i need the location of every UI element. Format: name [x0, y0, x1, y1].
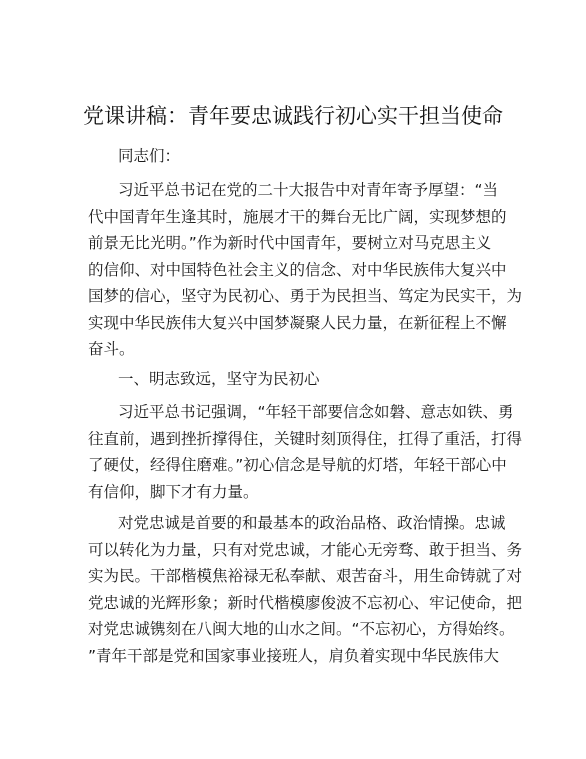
paragraph-2 — [88, 399, 523, 505]
document-title: 党课讲稿：青年要忠诚践行初心实干担当使命 — [83, 104, 503, 128]
paragraph-line: 可以转化为力量，只有对党忠诚，才能心无旁骛、敢于担当、务 — [88, 540, 523, 559]
paragraph-line: 代中国青年生逢其时，施展才干的舞台无比广阔，实现梦想的 — [88, 207, 507, 226]
paragraph-line: 前景无比光明。”作为新时代中国青年，要树立对马克思主义 — [88, 234, 492, 252]
paragraph-1 — [88, 177, 523, 363]
paragraph-line: 往直前，遇到挫折撑得住，关键时刻顶得住，扛得了重活，打得 — [88, 429, 523, 448]
section-heading: 一、明志致远，坚守为民初心 — [118, 370, 320, 388]
paragraph-line: 党忠诚的光辉形象；新时代楷模廖俊波不忘初心、牢记使命，把 — [88, 593, 523, 612]
paragraph-line: 的信仰、对中国特色社会主义的信念、对中华民族伟大复兴中 — [88, 260, 507, 279]
paragraph-line: 习近平总书记强调，“年轻干部要信念如磐、意志如铁、勇 — [118, 403, 514, 421]
paragraph-line: 实现中华民族伟大复兴中国梦凝聚人民力量，在新征程上不懈 — [88, 313, 507, 332]
paragraph-3 — [88, 510, 523, 669]
paragraph-line: ”青年干部是党和国家事业接班人，肩负着实现中华民族伟大 — [88, 646, 500, 665]
paragraph-line: 有信仰，脚下才有力量。 — [88, 482, 259, 501]
salutation: 同志们： — [118, 147, 181, 165]
paragraph-line: 习近平总书记在党的二十大报告中对青年寄予厚望：“当 — [118, 181, 499, 199]
paragraph-line: 实为民。干部楷模焦裕禄无私奉献、艰苦奋斗，用生命铸就了对 — [88, 567, 523, 585]
paragraph-line: 奋斗。 — [88, 340, 135, 358]
paragraph-line: 了硬仗，经得住磨难。”初心信念是导航的灯塔，年轻干部心中 — [88, 456, 507, 474]
paragraph-line: 国梦的信心，坚守为民初心、勇于为民担当、笃定为民实干，为 — [88, 287, 523, 305]
paragraph-line: 对党忠诚是首要的和最基本的政治品格、政治情操。忠诚 — [118, 514, 506, 532]
paragraph-line: 对党忠诚镌刻在八闽大地的山水之间。“不忘初心，方得始终。 — [88, 620, 515, 638]
